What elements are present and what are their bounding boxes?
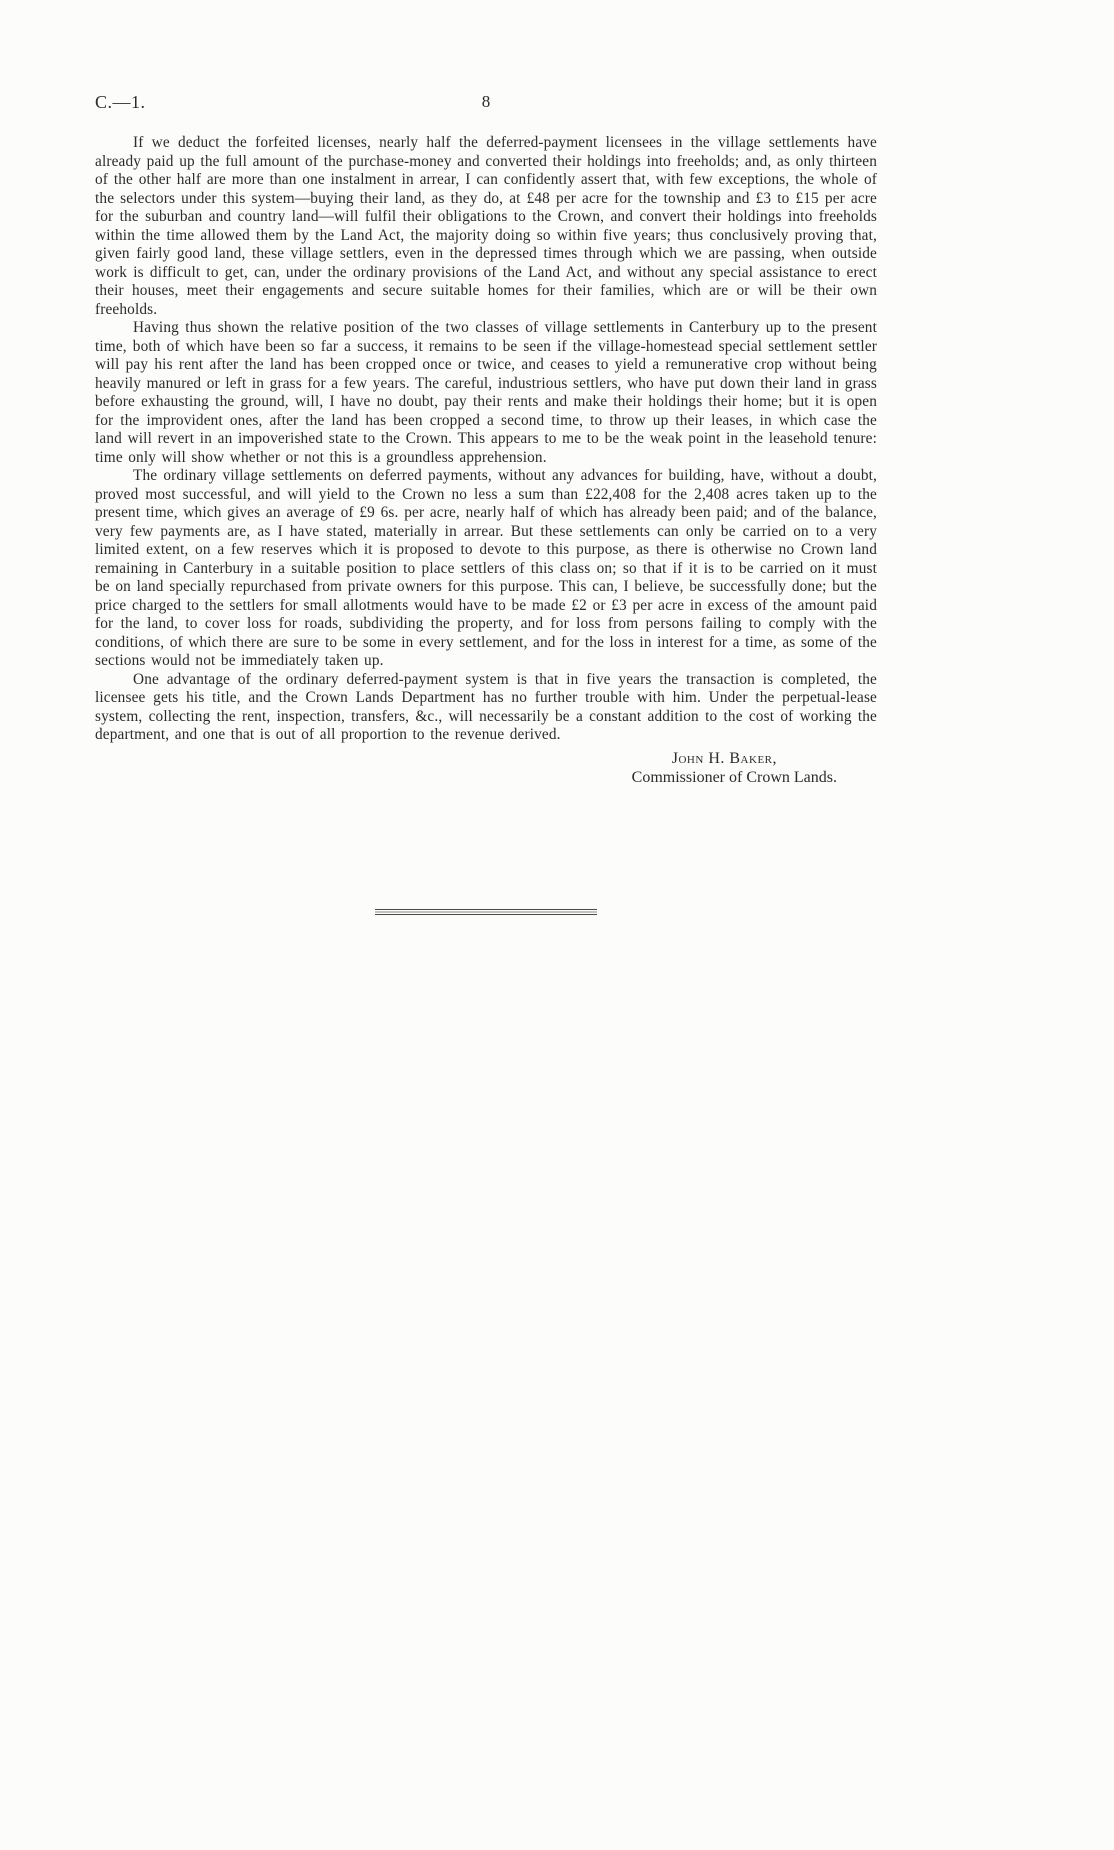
page-number: 8	[481, 92, 491, 111]
paragraph: Having thus shown the relative position of the two classes of village settlements in Canterbury up to the present time, both of which have been so far a success, it remains to be seen if the village-homestead special settlement settler will pay his rent after the land has been cropped once or twice, and ceases to yield a remunerative crop without being heavily manured or left in grass for a few years. The careful, industrious settlers, who have put down their land in grass before exhausting the ground, will, I have no doubt, pay their rents and make their holdings their home; but it is open for the improvident ones, after the land has been cropped a second time, to throw up their leases, in which case the land will revert in an impoverished state to the Crown. This appears to me to be the weak point in the leasehold tenure: time only will show whether or not this is a groundless apprehension.	[95, 319, 877, 466]
paragraph: The ordinary village settlements on deferred payments, without any advances for building, have, without a doubt, proved most successful, and will yield to the Crown no less a sum than £22,408 for the 2,408 acres taken up to the present time, which gives an average of £9 6s. per acre, nearly half of which has already been paid; and of the balance, very few payments are, as I have stated, materially in arrear. But these settlements can only be carried on to a very limited extent, on a few reserves which it is proposed to devote to this purpose, as there is otherwise no Crown land remaining in Canterbury in a suitable position to place settlers of this class on; so that if it is to be carried on it must be on land specially repurchased from private owners for this purpose. This can, I believe, be successfully done; but the price charged to the settlers for small allotments would have to be made £2 or £3 per acre in excess of the amount paid for the land, to cover loss for roads, subdividing the property, and for loss from persons failing to comply with the conditions, of which there are sure to be some in every settlement, and for the loss in interest for a time, as some of the sections would not be immediately taken up.	[95, 467, 877, 669]
signature-title: Commissioner of Crown Lands.	[631, 768, 837, 786]
signature-name: John H. Baker,	[671, 749, 777, 767]
text-column	[95, 92, 877, 915]
signature-block	[95, 749, 877, 787]
document-body	[95, 134, 877, 745]
paragraph: One advantage of the ordinary deferred-payment system is that in five years the transaction is completed, the licensee gets his title, and the Crown Lands Department has no further trouble with him. Under the perpetual-lease system, collecting the rent, inspection, transfers, &c., will necessarily be a constant addition to the cost of working the department, and one that is out of all proportion to the revenue derived.	[95, 670, 877, 743]
doc-reference: C.—1.	[95, 92, 146, 112]
paragraph: If we deduct the forfeited licenses, nearly half the deferred-payment licensees in the village settlements have already paid up the full amount of the purchase-money and converted their holdings into freeholds; and, as only thirteen of the other half are more than one instalment in arrear, I can confidently assert that, with few exceptions, the whole of the selectors under this system—buying their land, as they do, at £48 per acre for the township and £3 to £15 per acre for the suburban and country land—will fulfil their obligations to the Crown, and convert their holdings into freeholds within the time allowed them by the Land Act, the majority doing so within five years; thus conclusively proving that, given fairly good land, these village settlers, even in the depressed times through which we are passing, when outside work is difficult to get, can, under the ordinary provisions of the Land Act, and without any special assistance to erect their houses, meet their engagements and secure suitable homes for their families, which are or will be their own freeholds.	[95, 134, 877, 318]
section-divider-rule	[375, 909, 597, 915]
page-header	[95, 92, 877, 120]
